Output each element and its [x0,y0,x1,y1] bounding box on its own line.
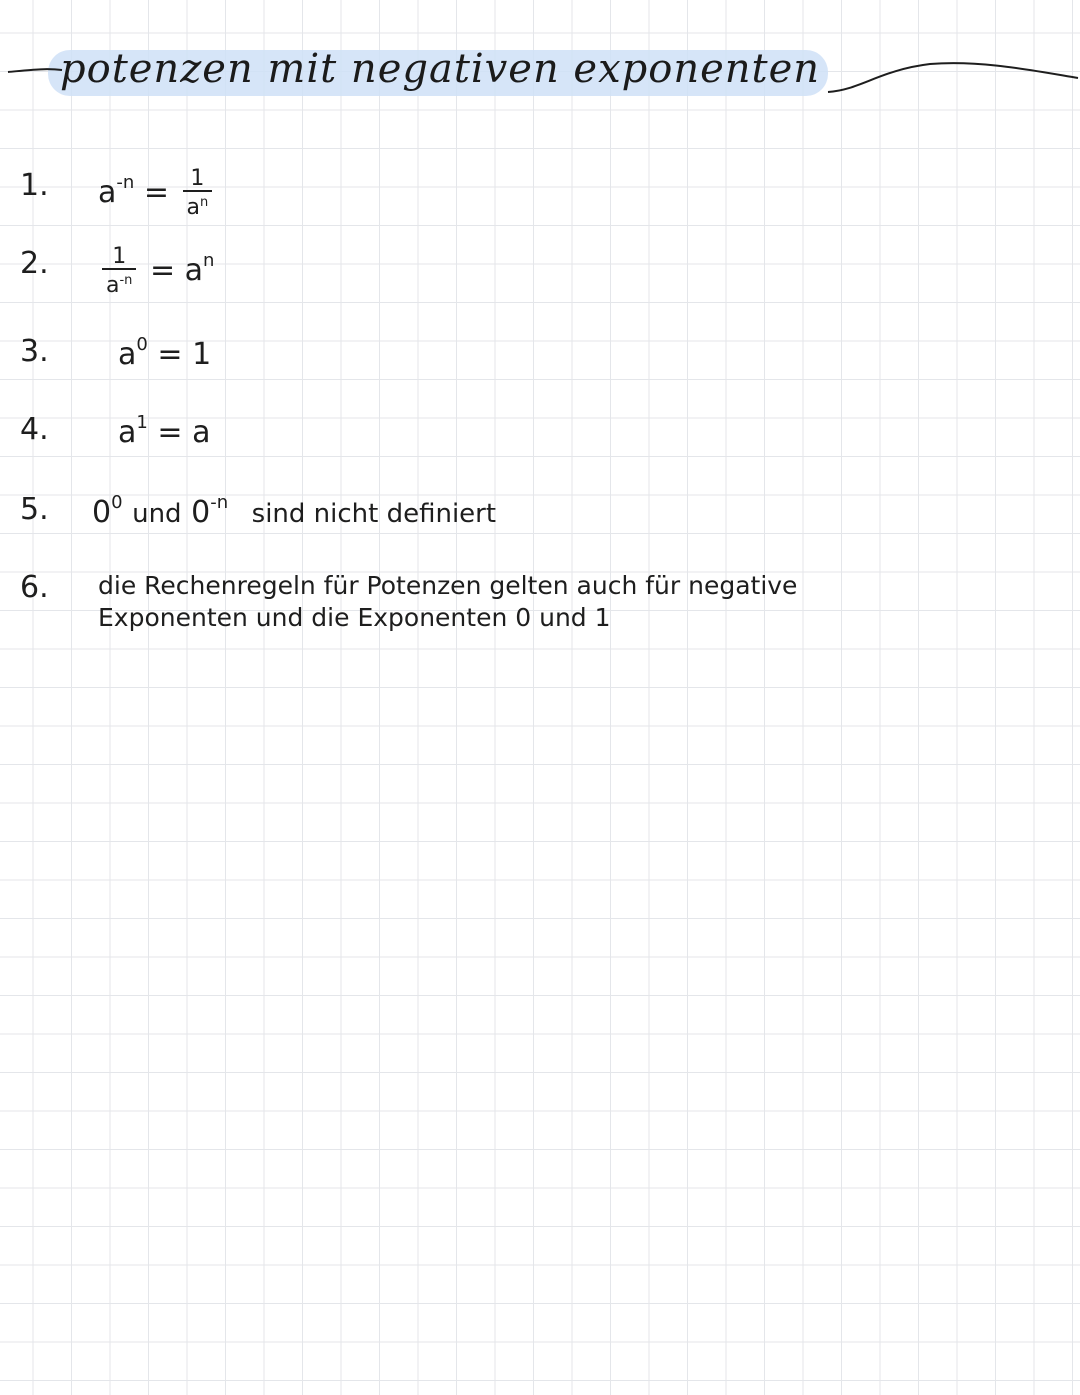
base: a [118,337,137,372]
fraction [183,168,213,219]
rule-text-line-1: die Rechenregeln für Potenzen gelten auch für negative [98,571,798,600]
base: a [118,415,137,450]
formula [118,412,210,450]
formula [92,492,496,530]
rule-number: 2. [20,246,49,281]
denominator: $a^{-n}$ [106,273,133,298]
base: a [184,253,204,288]
rule-text [98,570,797,634]
exponent: -n [210,492,229,513]
equals-sign: = [157,337,183,372]
conjunction: und [132,499,182,529]
result: 1 [192,337,212,372]
equals-sign: = [143,175,169,210]
page-title: potenzen mit negativen exponenten [60,46,821,92]
formula [98,246,214,297]
rule-number: 3. [20,334,49,369]
exponent: -n [116,172,135,193]
base: 0 [92,495,112,530]
equals-sign: = [149,253,176,288]
result: a [192,415,211,450]
exponent: 0 [111,492,123,513]
formula [118,334,211,372]
exponent: n [203,250,215,271]
exponent: 0 [136,334,148,355]
base: 0 [191,495,211,530]
exponent: 1 [136,412,148,433]
rule-number: 5. [20,492,49,527]
rule-number: 6. [20,570,49,605]
title-area [0,40,1080,130]
base: a [98,175,117,210]
rule-text-line-2: Exponenten und die Exponenten 0 und 1 [98,603,611,632]
equals-sign: = [157,415,183,450]
fraction [102,246,136,297]
numerator: 1 [183,168,213,192]
denominator: $a^n$ [186,195,209,220]
numerator: 1 [102,246,136,270]
rule-number: 1. [20,168,49,203]
rule-number: 4. [20,412,49,447]
rule-text: sind nicht definiert [251,499,497,529]
formula [98,168,216,219]
